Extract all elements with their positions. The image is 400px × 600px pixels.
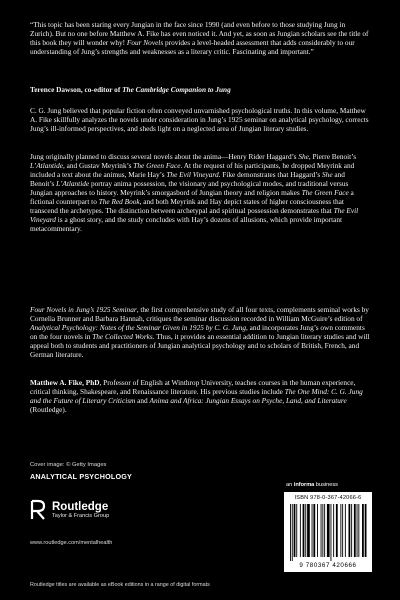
p2-text: a fictional counterpart to: [30, 188, 354, 206]
p2-title: The Green Face: [133, 161, 181, 170]
p2-title: The Evil Vineyard: [166, 170, 219, 179]
p2-title: The Green Face: [301, 188, 349, 197]
isbn-label: ISBN 978-0-367-42066-6: [294, 495, 362, 501]
p3-text: . Thus, it provides an essential addition to Jungian literary studies and will appeal both to students and practitioners of Jungian analytical psychology and to scholars of British, French, and German literature.: [30, 332, 370, 359]
author-bio: [30, 378, 370, 414]
p2-text: and Benoit’s: [30, 170, 345, 188]
bio-text: , Professor of English at Winthrop University, teaches courses in the human experience, critical thinking, Shakespeare, and Renaissance literature. His previous studies include: [30, 378, 356, 396]
paragraph-1-text: C. G. Jung believed that popular fiction often conveyed unvarnished psychological truths. In this volume, Matthew A. Fike skillfully analyzes the novels under consideration in Jung’s 1925 seminar on analytical psychology, corrects Jung’s ill-informed perspectives, and sheds light on a neglected area of Jungian literary studies.: [30, 106, 369, 133]
quote-text-start: “This topic has been staring every Jungian in the face since 1990 (and even before to those studying Jung in Zurich). But no one before Matthew A. Fike has even noticed it. And yet, as soon as Jungian scholars see the title of this book they will wonder why!: [30, 20, 369, 47]
subject-category: ANALYTICAL PSYCHOLOGY: [30, 472, 133, 481]
p3-title: Four Novels in Jung’s 1925 Seminar: [30, 305, 137, 314]
p2-text: . Fike demonstrates that Haggard’s: [218, 170, 323, 179]
publisher-group: Taylor & Francis Group: [52, 512, 110, 519]
p2-text: , Pierre Benoit’s: [308, 152, 357, 161]
p2-text: Jung originally planned to discuss several novels about the anima—Henry Rider Haggard’s: [30, 152, 299, 161]
bio-title: Anima and Africa: Jungian Essays on Psyche, Land, and Literature: [149, 396, 347, 405]
p2-title: The Evil Vineyard: [30, 206, 359, 224]
p2-text: is a ghost story, and the study concludes with Hay’s dozens of allusions, which provide important metacommentary.: [30, 215, 343, 233]
publisher-name: Routledge: [52, 500, 109, 513]
bio-text: and: [135, 396, 150, 405]
informa-suffix: business: [314, 482, 338, 488]
publisher-url: www.routledge.com/mentalhealth: [30, 540, 113, 546]
p2-title: The Red Book: [98, 197, 140, 206]
description-paragraph-3: [30, 305, 370, 359]
endorsement-quote: [30, 20, 370, 56]
description-paragraph-2: [30, 152, 370, 233]
p3-text: , and incorporates Jung’s own comments on the four novels in: [30, 323, 365, 341]
quote-book-title: Four Novels: [126, 38, 164, 47]
ebook-availability-note: Routledge titles are available as eBook editions in a range of digital formats: [30, 582, 210, 588]
informa-brand: informa: [293, 482, 315, 488]
author-name: Matthew A. Fike, PhD: [30, 378, 100, 387]
routledge-r-icon: [30, 499, 46, 521]
p3-text: , the first comprehensive study of all four texts, complements seminal works by Cornelia Brunner and Barbara Hannah, critiques the seminar discussion recorded in William McGuire’s edition of: [30, 305, 369, 323]
p3-title: The Collected Works: [92, 332, 153, 341]
publisher-logo-text: [52, 501, 109, 520]
barcode-digits: 9 780367 420666: [299, 562, 357, 569]
p2-text: , and Gustav Meyrink’s: [62, 161, 134, 170]
cover-image-credit: Cover image: © Getty Images: [30, 462, 107, 468]
quote-attribution: [30, 85, 370, 94]
quote-author-work: The Cambridge Companion to Jung: [122, 85, 231, 94]
informa-prefix: an: [286, 482, 294, 488]
barcode-bars: [288, 504, 368, 561]
barcode: [284, 492, 372, 572]
informa-tagline: [286, 482, 338, 488]
p2-text: . At the request of his participants, he dropped Meyrink and included a text about the animus, Marie Hay’s: [30, 161, 355, 179]
p3-title: Analytical Psychology: Notes of the Seminar Given in 1925 by C. G. Jung: [30, 323, 247, 332]
p2-text: , and both Meyrink and Hay depict states of higher consciousness that transcend the archetypes. The distinction between archetypal and spiritual possession demonstrates that: [30, 197, 344, 215]
bio-text: (Routledge).: [30, 405, 67, 414]
quote-author: Terence Dawson: [30, 85, 81, 94]
p2-title: L’Atlantide: [30, 161, 63, 170]
quote-author-role: , co-editor of: [80, 85, 123, 94]
publisher-logo: [30, 499, 109, 521]
quote-text-end: provides a level-headed assessment that adds considerably to our understanding of Jung’s strengths and weaknesses as a literary critic. Fascinating and important.”: [30, 38, 355, 56]
p2-text: portray anima possession, the visionary and psychological modes, and traditional versus Jungian approaches to history. Meyrink’s smorgasbord of Jungian theory and religion makes: [30, 179, 349, 197]
p2-title: She: [322, 170, 333, 179]
bio-title: The One Mind: C. G. Jung and the Future of Literary Criticism: [30, 387, 363, 405]
p2-title: She: [298, 152, 309, 161]
description-paragraph-1: [30, 106, 370, 133]
p2-title: L’Atlantide: [56, 179, 90, 188]
